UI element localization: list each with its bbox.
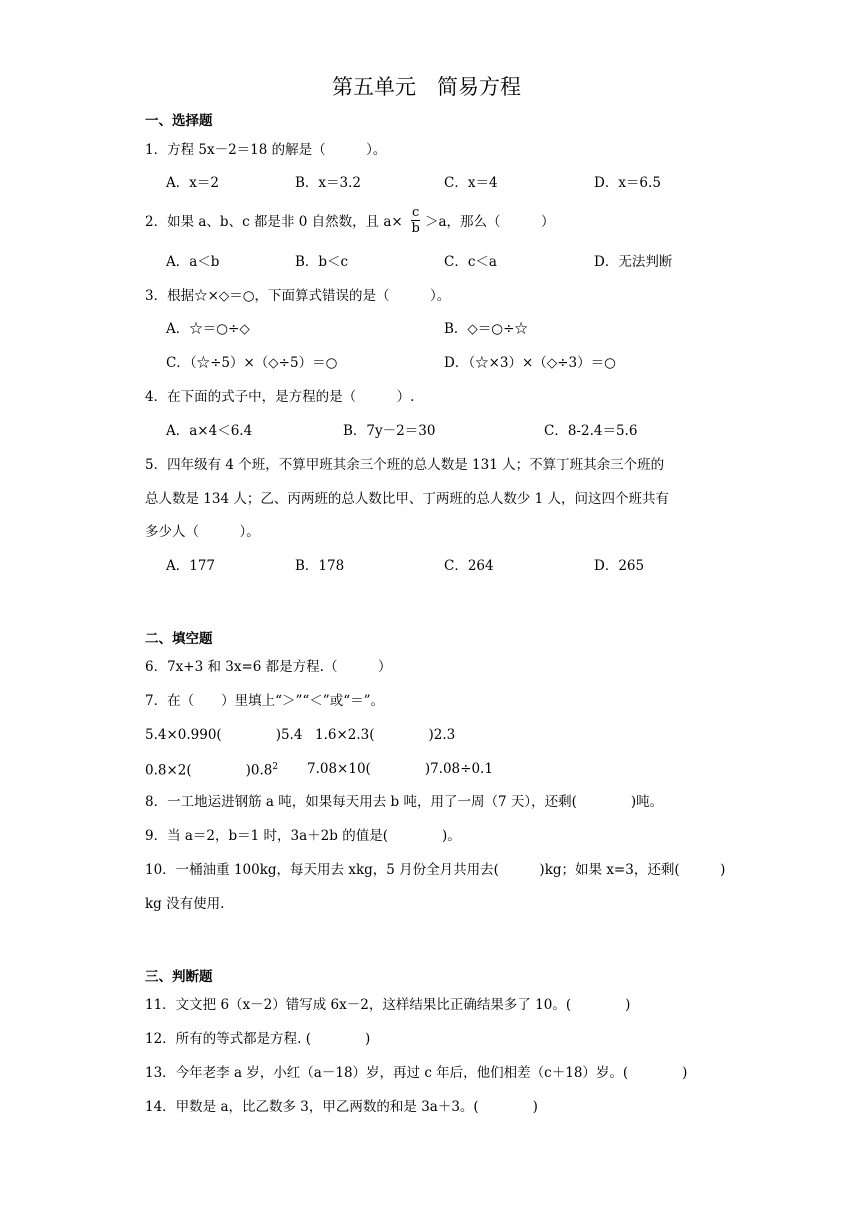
q1-option-c: C．x＝4 — [444, 175, 498, 191]
q1-option-d: D．x＝6.5 — [594, 175, 661, 191]
question-13: 13．今年老李 a 岁，小红（a－18）岁，再过 c 年后，他们相差（c＋18）岁。( ) — [145, 1065, 688, 1081]
question-7-stem: 7．在（ ）里填上“＞”“＜”或“＝”。 — [145, 693, 384, 709]
q3-option-a: A．☆＝○÷◇ — [166, 321, 250, 337]
q5-option-d: D．265 — [594, 558, 645, 574]
q7-expression-1: 5.4×0.990( )5.4 — [145, 727, 303, 743]
question-5-line-1: 5．四年级有 4 个班，不算甲班其余三个班的总人数是 131 人；不算丁班其余三个班的 — [145, 457, 665, 473]
q4-option-b: B．7y－2＝30 — [343, 423, 436, 439]
q5-option-b: B．178 — [295, 558, 345, 574]
section-heading-fill: 二、填空题 — [145, 631, 213, 647]
question-5-line-2: 总人数是 134 人；乙、丙两班的总人数比甲、丁两班的总人数少 1 人，问这四个班共有 — [145, 491, 670, 507]
q7-expression-3-text: 0.8×2( )0.8 — [145, 762, 273, 779]
q1-option-a: A．x＝2 — [166, 175, 219, 191]
question-5-line-3: 多少人（ ）。 — [145, 524, 260, 540]
q7-expression-3 — [145, 763, 278, 778]
section-heading-choice: 一、选择题 — [145, 113, 213, 129]
section-heading-judge: 三、判断题 — [145, 969, 213, 985]
question-2-stem-start: 2．如果 a、b、c 都是非 0 自然数，且 a× — [145, 214, 403, 230]
q2-option-d: D．无法判断 — [594, 254, 673, 270]
q3-option-c: C．（☆÷5）×（◇÷5）＝○ — [166, 355, 338, 371]
q2-option-c: C．c＜a — [444, 254, 497, 270]
question-2-fraction — [411, 206, 420, 235]
q2-option-a: A．a＜b — [166, 254, 220, 270]
q7-expression-2: 1.6×2.3( )2.3 — [315, 727, 456, 743]
q1-option-b: B．x＝3.2 — [295, 175, 362, 191]
q7-expression-4: 7.08×10( )7.08÷0.1 — [307, 761, 493, 777]
page-title: 第五单元 简易方程 — [332, 75, 521, 99]
q5-option-a: A．177 — [166, 558, 216, 574]
question-9: 9．当 a＝2，b＝1 时，3a＋2b 的值是( )。 — [145, 828, 461, 844]
question-10-line-1: 10．一桶油重 100kg，每天用去 xkg，5 月份全月共用去( )kg；如果 x=3，还剩( ) — [145, 862, 726, 878]
question-6: 6．7x+3 和 3x=6 都是方程.（ ） — [145, 659, 392, 675]
question-3-stem: 3．根据☆×◇＝○，下面算式错误的是（ ）。 — [145, 288, 451, 304]
question-10-line-2: kg 没有使用. — [145, 896, 225, 912]
question-8: 8．一工地运进钢筋 a 吨，如果每天用去 b 吨，用了一周（7 天），还剩( )吨。 — [145, 794, 664, 810]
question-4-stem: 4．在下面的式子中，是方程的是（ ）. — [145, 389, 415, 405]
q3-option-d: D．（☆×3）×（◇÷3）＝○ — [444, 355, 616, 371]
q4-option-c: C．8-2.4＝5.6 — [544, 423, 638, 439]
question-12: 12．所有的等式都是方程. ( ) — [145, 1031, 371, 1047]
question-14: 14．甲数是 a，比乙数多 3，甲乙两数的和是 3a＋3。( ) — [145, 1099, 538, 1115]
fraction-numerator: c — [412, 205, 420, 220]
q2-option-b: B．b＜c — [295, 254, 349, 270]
q7-expression-3-exponent: 2 — [272, 762, 279, 772]
q5-option-c: C．264 — [444, 558, 494, 574]
question-2-stem-end: ＞a，那么（ ） — [425, 214, 555, 230]
question-1-stem: 1．方程 5x－2＝18 的解是（ ）。 — [145, 142, 387, 158]
question-11: 11．文文把 6（x－2）错写成 6x－2，这样结果比正确结果多了 10。( ) — [145, 997, 631, 1013]
q4-option-a: A．a×4＜6.4 — [166, 423, 253, 439]
fraction-denominator: b — [411, 221, 420, 236]
q3-option-b: B．◇＝○÷☆ — [444, 321, 528, 337]
